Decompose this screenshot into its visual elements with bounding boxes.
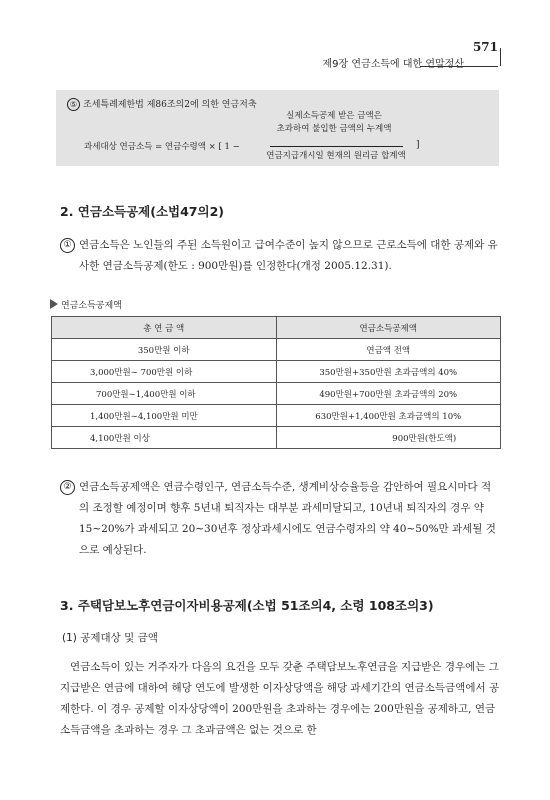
section3-heading: 3. 주택담보노후연금이자비용공제(소법 51조의4, 소령 108조의3) [60,598,434,613]
formula-title-text: 조세특례제한법 제86조의2에 의한 연금저축 [83,100,257,110]
table-cell: 900만원(한도액) [276,427,501,449]
header-rule [420,66,498,67]
table-cell: 3,000만원∼ 700만원 이하 [52,361,277,383]
section2-item2 [60,477,500,561]
header-tick [500,48,501,66]
table-title-text: 연금소득공제액 [61,301,122,311]
table-cell: 1,400만원∼4,100만원 미만 [52,405,277,427]
formula-denominator: 연금지급개시일 현재의 원리금 합계액 [266,151,406,161]
numerator-line2: 초과하여 불입한 금액의 누계액 [276,124,392,134]
formula-lhs: 과세대상 연금소득 = 연금수령액 × [ 1 − [84,142,240,152]
chapter-title: 제9장 연금소득에 대한 연말정산 [322,59,464,70]
table-row [52,361,501,383]
subsection-heading: (1) 공제대상 및 금액 [62,632,158,644]
table-cell: 350만원+350만원 초과금액의 40% [276,361,501,383]
section2-item1 [60,235,500,277]
table-header-cell: 연금소득공제액 [276,317,501,339]
table-cell: 연금액 전액 [276,339,501,361]
table-header-cell: 총 연 금 액 [52,317,277,339]
section2-heading: 2. 연금소득공제(소법47의2) [60,204,224,219]
section3-paragraph: 연금소득이 있는 거주자가 다음의 요건을 모두 갖춘 주택담보노후연금을 지급받은 경우에는 그 지급받은 연금에 대하여 해당 연도에 발생한 이자상당액을 해당 과세기간의 연금소득금액에서 공제한다. 이 경우 공제할 이자상당액이 200만원을 초과하는 경우에는 200만원을 공제하고, 연금소득금액을 초과하는 경우 그 초과금액은 없는 것으로 한 [60,661,500,736]
table-row [52,427,501,449]
table-row [52,339,501,361]
page-number: 571 [472,40,498,54]
formula-box-title [67,97,257,111]
table-cell: 700만원∼1,400만원 이하 [52,383,277,405]
table-row [52,383,501,405]
deduction-table [51,316,501,449]
formula-rhs: ] [416,140,420,150]
table-title [50,298,122,311]
table-cell: 4,100만원 이상 [52,427,277,449]
marker-1: ① [60,238,75,253]
marker-5: ⑤ [67,98,80,111]
table-cell: 630만원+1,400만원 초과금액의 10% [276,405,501,427]
formula-numerator [259,110,409,136]
table-cell: 490만원+700만원 초과금액의 20% [276,383,501,405]
fraction-bar [270,146,403,147]
table-header-row [52,317,501,339]
item1-text: 연금소득은 노인들의 주된 소득원이고 급여수준이 높지 않으므로 근로소득에 대한 공제와 유사한 연금소득공제(한도 : 900만원)를 인정한다(개정 2005.12.31). [79,239,498,272]
table-cell: 350만원 이하 [52,339,277,361]
table-row [52,405,501,427]
arrow-icon [50,299,58,309]
numerator-line1: 실제소득공제 받은 금액은 [286,111,382,121]
item2-text: 연금소득공제액은 연금수령인구, 연금소득수준, 생계비상승율등을 감안하여 필요시마다 적의 조정할 예정이며 향후 5년내 퇴직자는 대부분 과세미달되고, 10년내 퇴직자의 경우 약 15∼20%가 과세되고 20∼30년후 정상과세시에도 연금수령자의 약 40∼50%만 과세될 것으로 예상된다. [79,481,496,556]
marker-2: ② [60,480,75,495]
formula-box [56,90,499,166]
